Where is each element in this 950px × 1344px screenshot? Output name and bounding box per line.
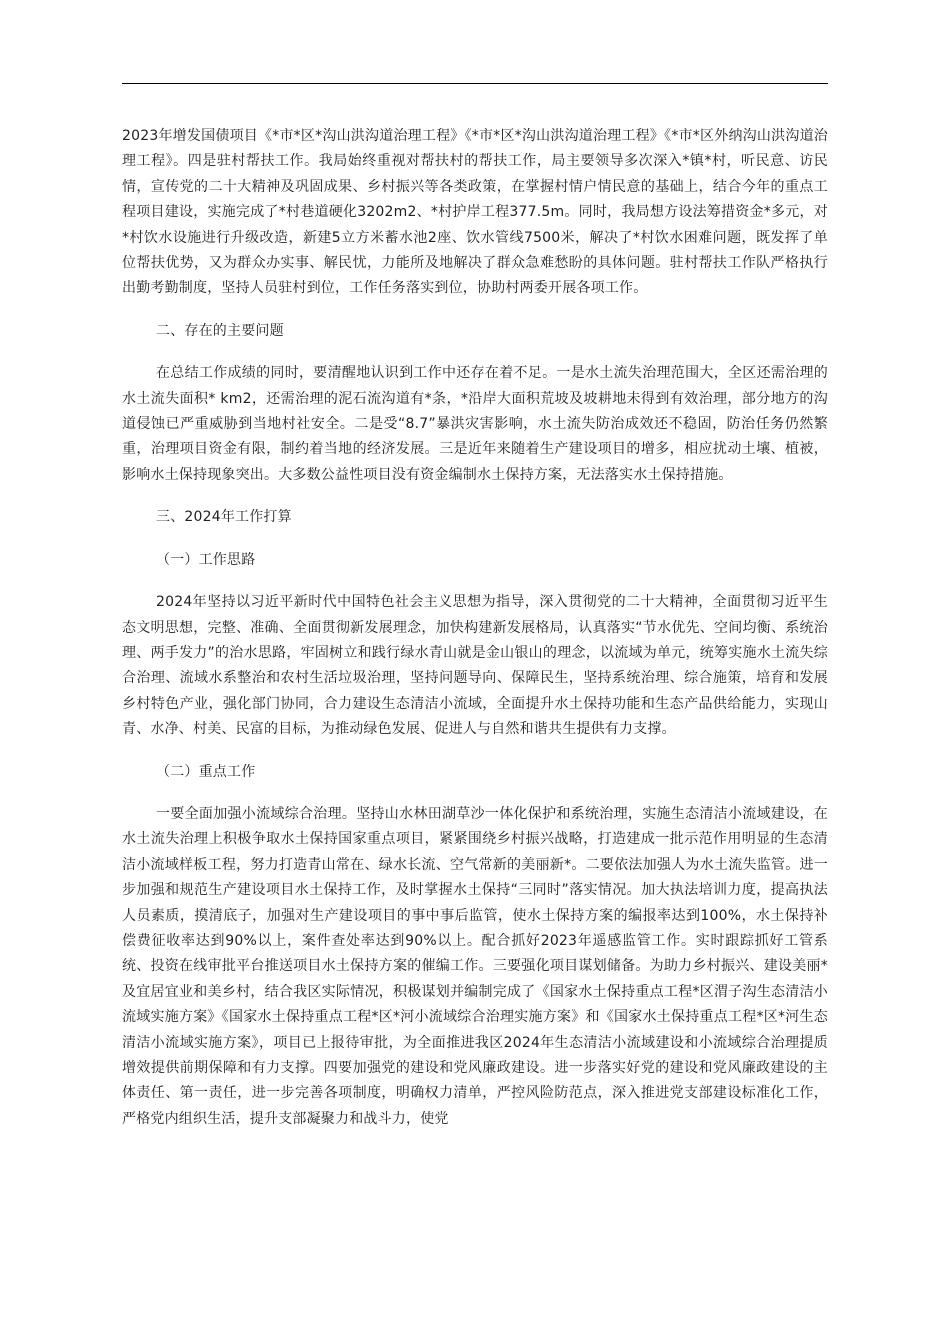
section-heading-main-problems: 二、存在的主要问题 — [156, 322, 284, 339]
paragraph-work-approach: 2024年坚持以习近平新时代中国特色社会主义思想为指导，深入贯彻党的二十大精神，全面贯彻习近平生态文明思想，完整、准确、全面贯彻新发展理念，加快构建新发展格局，认真落实“节水优先、空间均衡、系统治理、两手发力”的治水思路，牢固树立和践行绿水青山就是金山银山的理念，以流域为单元，统筹实施水土流失综合治理、流域水系整治和农村生活垃圾治理，坚持问题导向、保障民生，坚持系统治理、综合施策，培育和发展乡村特色产业，强化部门协同，合力建设生态清洁小流域，全面提升水土保持功能和生态产品供给能力，实现山青、水净、村美、民富的目标，为推动绿色发展、促进人与自然和谐共生提供有力支撑。 — [122, 594, 828, 738]
section-heading-2024-plan: 三、2024年工作打算 — [156, 509, 292, 526]
subsection-heading-work-approach: （一）工作思路 — [156, 551, 256, 568]
paragraph-key-work: 一要全面加强小流域综合治理。坚持山水林田湖草沙一体化保护和系统治理，实施生态清洁小流域建设，在水土流失治理上积极争取水土保持国家重点项目，紧紧围绕乡村振兴战略，打造建成一批示范作用明显的生态清洁小流域样板工程，努力打造青山常在、绿水长流、空气常新的美丽新*。二要依法加强人为水土流失监管。进一步加强和规范生产建设项目水土保持工作，及时掌握水土保持“三同时”落实情况。加大执法培训力度，提高执法人员素质，摸清底子，加强对生产建设项目的事中事后监管，使水土保持方案的编报率达到100%，水土保持补偿费征收率达到90%以上，案件查处率达到90%以上。配合抓好2023年遥感监管工作。实时跟踪抓好工管系统、投资在线审批平台推送项目水土保持方案的催编工作。三要强化项目谋划储备。为助力乡村振兴、建设美丽*及宜居宜业和美乡村，结合我区实际情况，积极谋划并编制完成了《国家水土保持重点工程*区渭子沟生态清洁小流域实施方案》《国家水土保持重点工程*区*河小流域综合治理实施方案》和《国家水土保持重点工程*区*河生态清洁小流域实施方案》，项目已上报待审批，为全面推进我区2024年生态清洁小流域建设和小流域综合治理提质增效提供前期保障和有力支撑。四要加强党的建设和党风廉政建设。进一步落实好党的建设和党风廉政建设的主体责任、第一责任，进一步完善各项制度，明确权力清单，严控风险防范点，深入推进党支部建设标准化工作，严格党内组织生活，提升支部凝聚力和战斗力，使党 — [122, 805, 828, 1127]
paragraph-poverty-aid-work: 2023年增发国债项目《*市*区*沟山洪沟道治理工程》《*市*区*沟山洪沟道治理工程》《*市*区外纳沟山洪沟道治理工程》。四是驻村帮扶工作。我局始终重视对帮扶村的帮扶工作，局主要领导多次深入*镇*村，听民意、访民情，宣传党的二十大精神及巩固成果、乡村振兴等各类政策，在掌握村情户情民意的基础上，结合今年的重点工程项目建设，实施完成了*村巷道硬化3202m2、*村护岸工程377.5m。同时，我局想方设法筹措资金*多元，对*村饮水设施进行升级改造，新建5立方米蓄水池2座、饮水管线7500米，解决了*村饮水困难问题，既发挥了单位帮扶优势，又为群众办实事、解民忧，力能所及地解决了群众急难愁盼的具体问题。驻村帮扶工作队严格执行出勤考勤制度，坚持人员驻村到位，工作任务落实到位，协助村两委开展各项工作。 — [122, 128, 828, 297]
subsection-heading-key-work: （二）重点工作 — [156, 763, 256, 780]
header-divider — [122, 83, 828, 84]
paragraph-main-problems: 在总结工作成绩的同时，要清醒地认识到工作中还存在着不足。一是水土流失治理范围大，全区还需治理的水土流失面积* km2，还需治理的泥石流沟道有*条，*沿岸大面积荒坡及坡耕地未得到有效治理，部分地方的沟道侵蚀已严重威胁到当地村社安全。二是受“8.7”暴洪灾害影响，水土流失防治成效还不稳固，防治任务仍然繁重，治理项目资金有限，制约着当地的经济发展。三是近年来随着生产建设项目的增多，相应扰动土壤、植被，影响水土保持现象突出。大多数公益性项目没有资金编制水土保持方案，无法落实水土保持措施。 — [122, 365, 828, 483]
document-body — [122, 124, 828, 1149]
